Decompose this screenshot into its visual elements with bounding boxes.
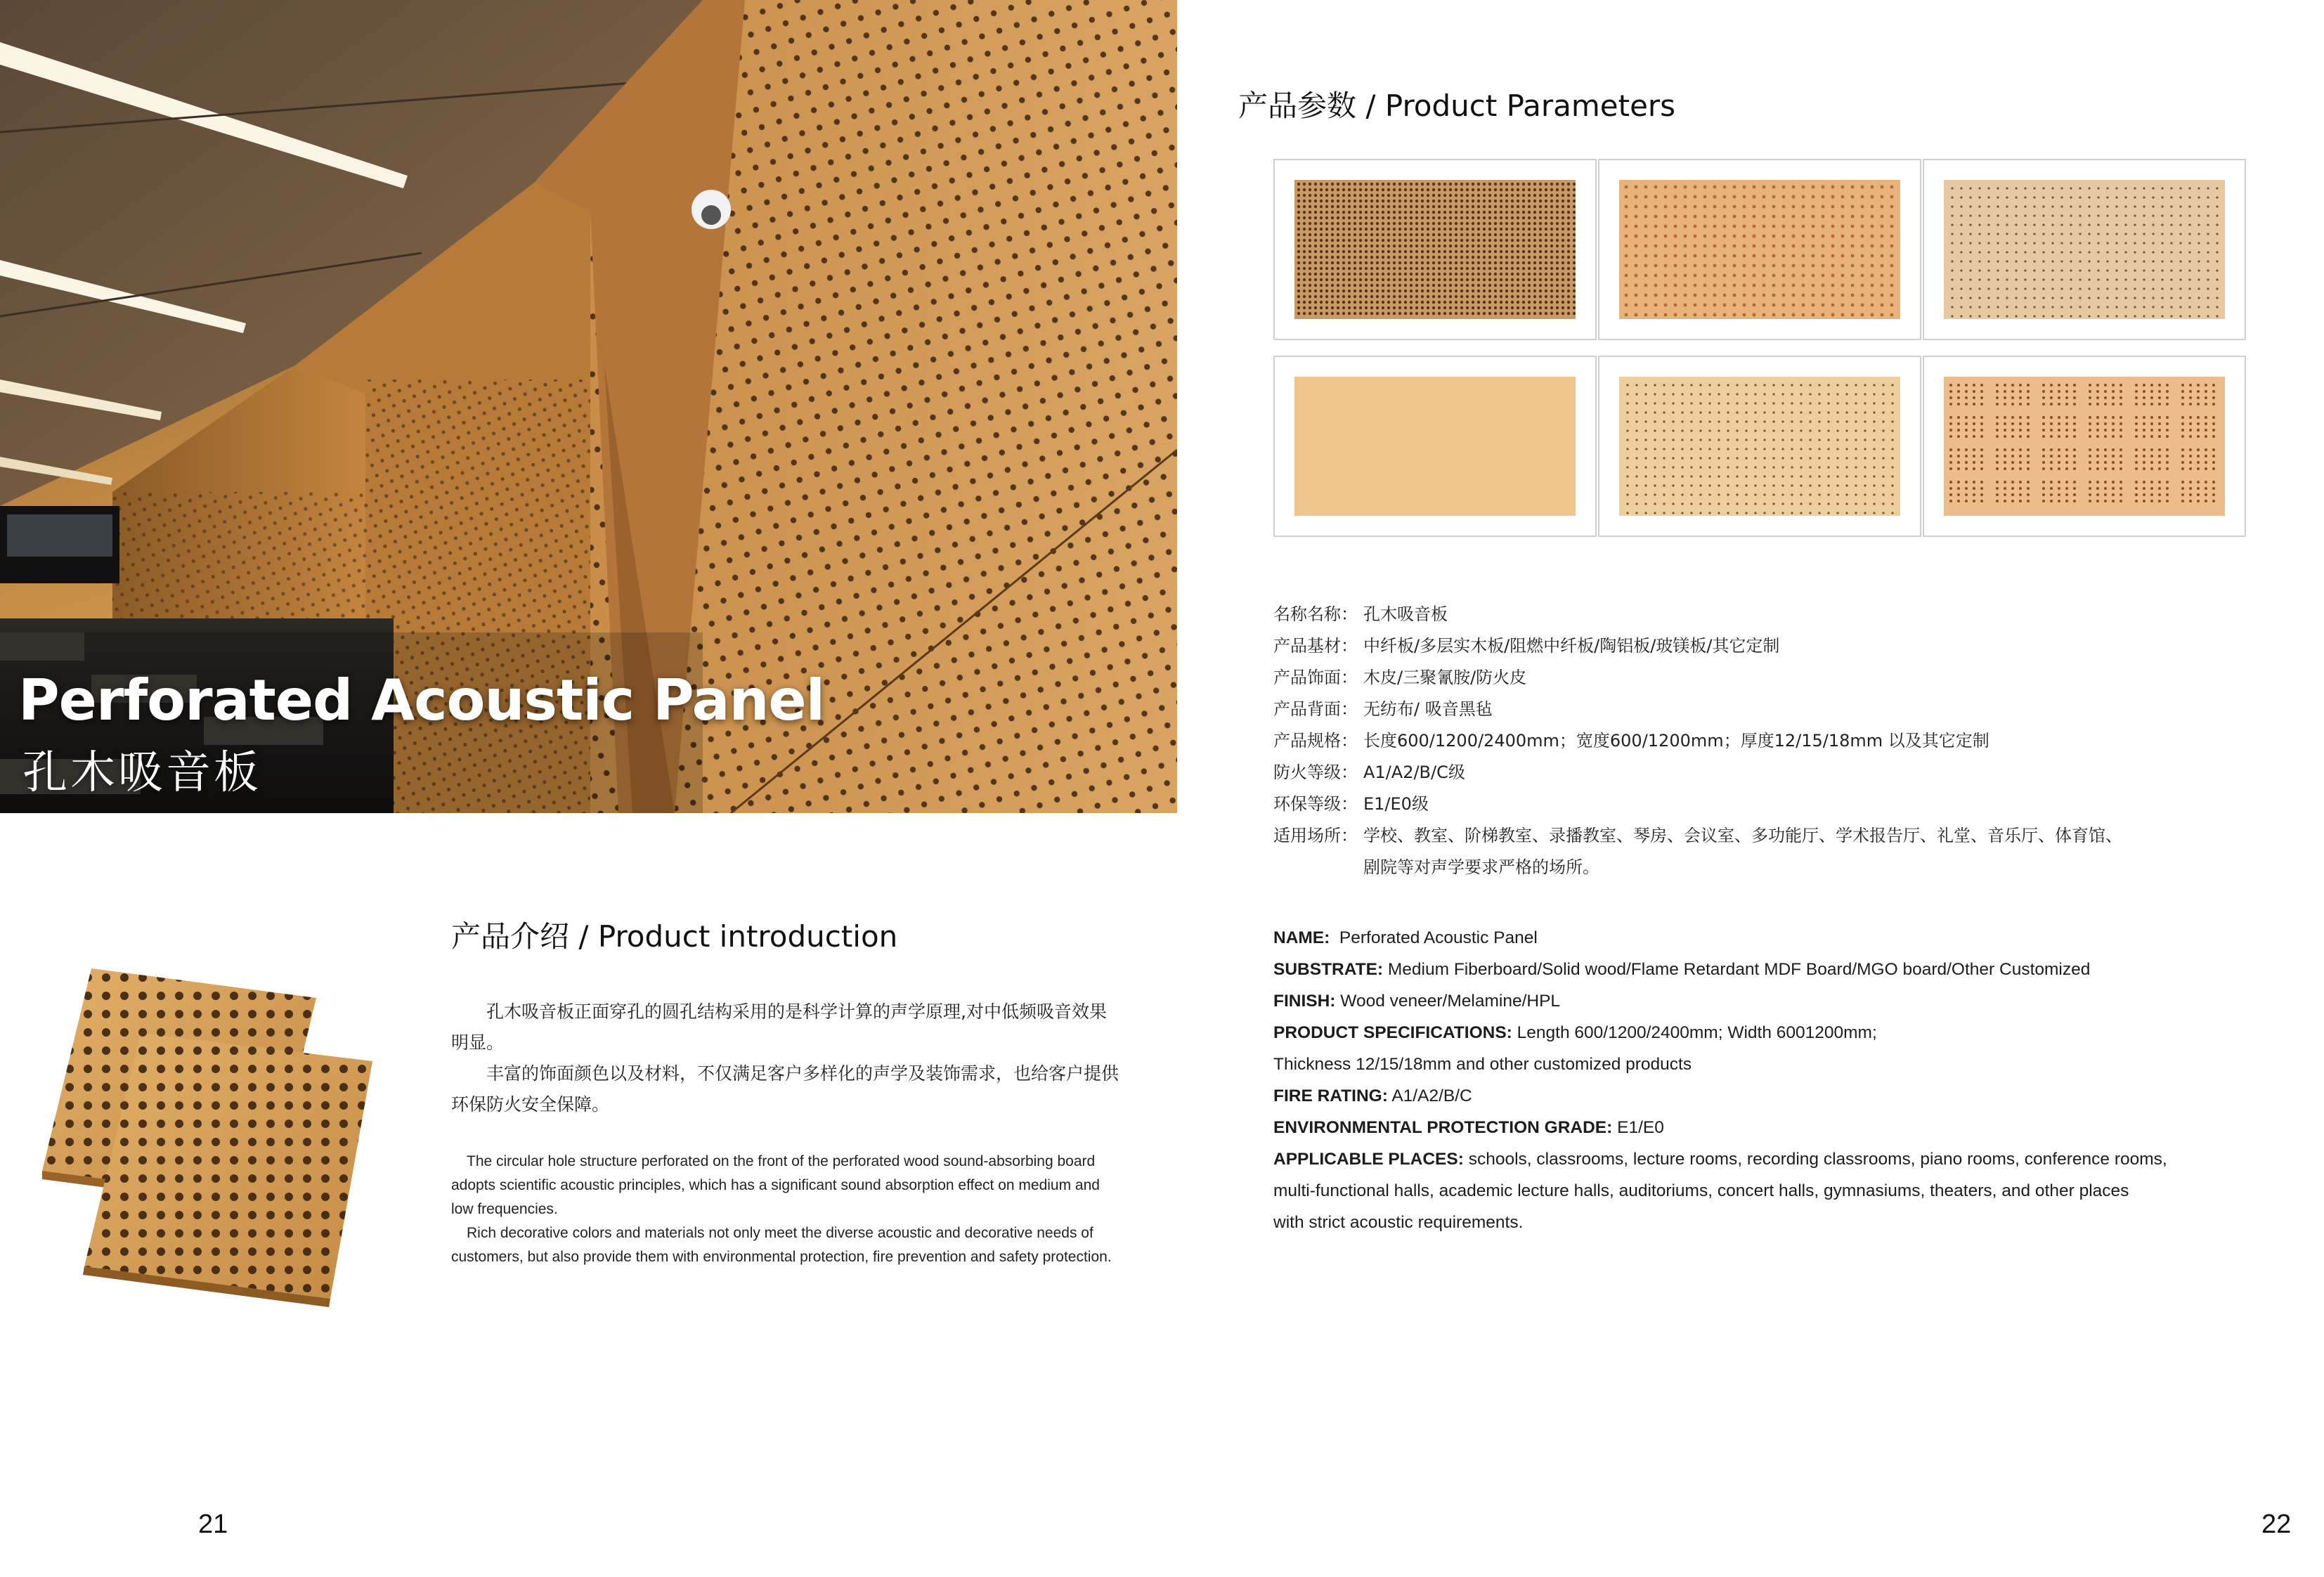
- spec-value: 孔木吸音板: [1363, 604, 1448, 624]
- spec-value: 长度600/1200/2400mm；宽度600/1200mm；厚度12/15/18mm 以及其它定制: [1363, 731, 1989, 751]
- spec-value: schools, classrooms, lecture rooms, recording classrooms, piano rooms, conference rooms,: [1468, 1150, 2167, 1169]
- spec-row-substrate: [1273, 954, 2167, 985]
- spec-value: E1/E0: [1617, 1118, 1664, 1137]
- spec-row: [1273, 599, 2122, 630]
- spec-row-continuation: [1273, 1207, 2167, 1238]
- spec-value: Length 600/1200/2400mm; Width 6001200mm;: [1517, 1023, 1877, 1042]
- spec-value: A1/A2/B/C级: [1363, 762, 1465, 782]
- spec-label: 产品基材：: [1273, 636, 1358, 656]
- spec-label: NAME:: [1273, 928, 1330, 947]
- sample-panel-swatch: [1619, 377, 1900, 516]
- spec-row-continuation: [1273, 1175, 2167, 1207]
- sample-panel-swatch: [1294, 180, 1576, 319]
- page-number-left: 21: [198, 1510, 228, 1539]
- spec-label: SUBSTRATE:: [1273, 960, 1384, 979]
- sample-tile: [1273, 356, 1597, 537]
- spec-list-en: [1273, 922, 2167, 1238]
- sample-tile: [1273, 159, 1597, 340]
- spec-row-continuation: [1273, 1049, 2167, 1080]
- sample-tile: [1598, 159, 1921, 340]
- product-panel-image: [42, 968, 379, 1307]
- spec-label: 产品背面：: [1273, 699, 1358, 719]
- spec-label: 环保等级：: [1273, 794, 1358, 814]
- sample-tile: [1923, 356, 2246, 537]
- spec-row: [1273, 725, 2122, 757]
- spec-value: A1/A2/B/C: [1391, 1086, 1472, 1105]
- spec-row-name: [1273, 922, 2167, 954]
- parameters-heading: 产品参数 / Product Parameters: [1238, 89, 1676, 123]
- spec-row: [1273, 662, 2122, 694]
- intro-en-paragraph: Rich decorative colors and materials not only meet the diverse acoustic and decorative needs of customers, but also provide them with environmental protection, fire prevention and safety protection.: [451, 1225, 1112, 1265]
- spec-label: 适用场所：: [1273, 826, 1358, 845]
- spec-value: Perforated Acoustic Panel: [1339, 928, 1538, 947]
- spec-label: 产品饰面：: [1273, 668, 1358, 687]
- spec-value: multi-functional halls, academic lecture halls, auditoriums, concert halls, gymnasiums, theaters, and other places: [1273, 1181, 2129, 1200]
- sample-panel-swatch: [1944, 377, 2225, 516]
- spec-value: 木皮/三聚氰胺/防火皮: [1363, 668, 1527, 687]
- spec-value: Medium Fiberboard/Solid wood/Flame Retardant MDF Board/MGO board/Other Customized: [1387, 960, 2091, 979]
- spec-label: FINISH:: [1273, 992, 1336, 1011]
- spec-row-environment: [1273, 1112, 2167, 1143]
- sample-panel-swatch: [1294, 377, 1576, 516]
- spec-value-line: 学校、教室、阶梯教室、录播教室、琴房、会议室、多功能厅、学术报告厅、礼堂、音乐厅、体育馆、: [1363, 826, 2122, 845]
- spec-value: with strict acoustic requirements.: [1273, 1213, 1524, 1232]
- spec-row: [1273, 788, 2122, 820]
- spec-value: 中纤板/多层实木板/阻燃中纤板/陶铝板/玻镁板/其它定制: [1363, 636, 1780, 656]
- intro-en-paragraph: The circular hole structure perforated on the front of the perforated wood sound-absorbing board adopts scientific acoustic principles, which has a significant sound absorption effect on medium and low frequencies.: [451, 1153, 1100, 1217]
- spec-label: ENVIRONMENTAL PROTECTION GRADE:: [1273, 1118, 1613, 1137]
- spec-label: FIRE RATING:: [1273, 1086, 1388, 1105]
- intro-text-zh: [451, 997, 1122, 1120]
- spec-value: Wood veneer/Melamine/HPL: [1340, 992, 1561, 1011]
- spec-row: [1273, 694, 2122, 725]
- spec-label: 产品规格：: [1273, 731, 1358, 751]
- spec-label: APPLICABLE PLACES:: [1273, 1150, 1464, 1169]
- intro-heading: 产品介绍 / Product introduction: [451, 919, 898, 954]
- spec-label: 防火等级：: [1273, 762, 1358, 782]
- intro-zh-paragraph: 孔木吸音板正面穿孔的圆孔结构采用的是科学计算的声学原理,对中低频吸音效果明显。: [451, 1001, 1107, 1053]
- spec-row-specifications: [1273, 1017, 2167, 1049]
- intro-zh-paragraph: 丰富的饰面颜色以及材料，不仅满足客户多样化的声学及装饰需求，也给客户提供环保防火安全保障。: [451, 1063, 1119, 1115]
- spec-row-places: [1273, 1143, 2167, 1175]
- sample-grid: [1273, 159, 2249, 540]
- spec-row: [1273, 630, 2122, 662]
- intro-text-en: [451, 1150, 1122, 1269]
- spec-value-line: 剧院等对声学要求严格的场所。: [1363, 857, 1599, 877]
- sample-panel-swatch: [1619, 180, 1900, 319]
- spec-value: Thickness 12/15/18mm and other customized products: [1273, 1055, 1692, 1074]
- spec-value: 无纺布/ 吸音黑毡: [1363, 699, 1493, 719]
- spec-label: PRODUCT SPECIFICATIONS:: [1273, 1023, 1512, 1042]
- sample-tile: [1923, 159, 2246, 340]
- sample-panel-swatch: [1944, 180, 2225, 319]
- spec-row-finish: [1273, 985, 2167, 1017]
- page-number-right: 22: [2261, 1510, 2292, 1539]
- spec-row: [1273, 757, 2122, 788]
- product-title-zh: 孔木吸音板: [22, 747, 261, 799]
- spec-row-fire: [1273, 1080, 2167, 1112]
- spec-row: [1273, 820, 2122, 883]
- spec-list-zh: [1273, 599, 2122, 883]
- spec-value: E1/E0级: [1363, 794, 1429, 814]
- product-title-en: Perforated Acoustic Panel: [18, 668, 825, 733]
- sample-tile: [1598, 356, 1921, 537]
- spec-label: 名称名称：: [1273, 604, 1358, 624]
- spec-value: [1363, 820, 2122, 883]
- hero-banner: [0, 0, 1177, 813]
